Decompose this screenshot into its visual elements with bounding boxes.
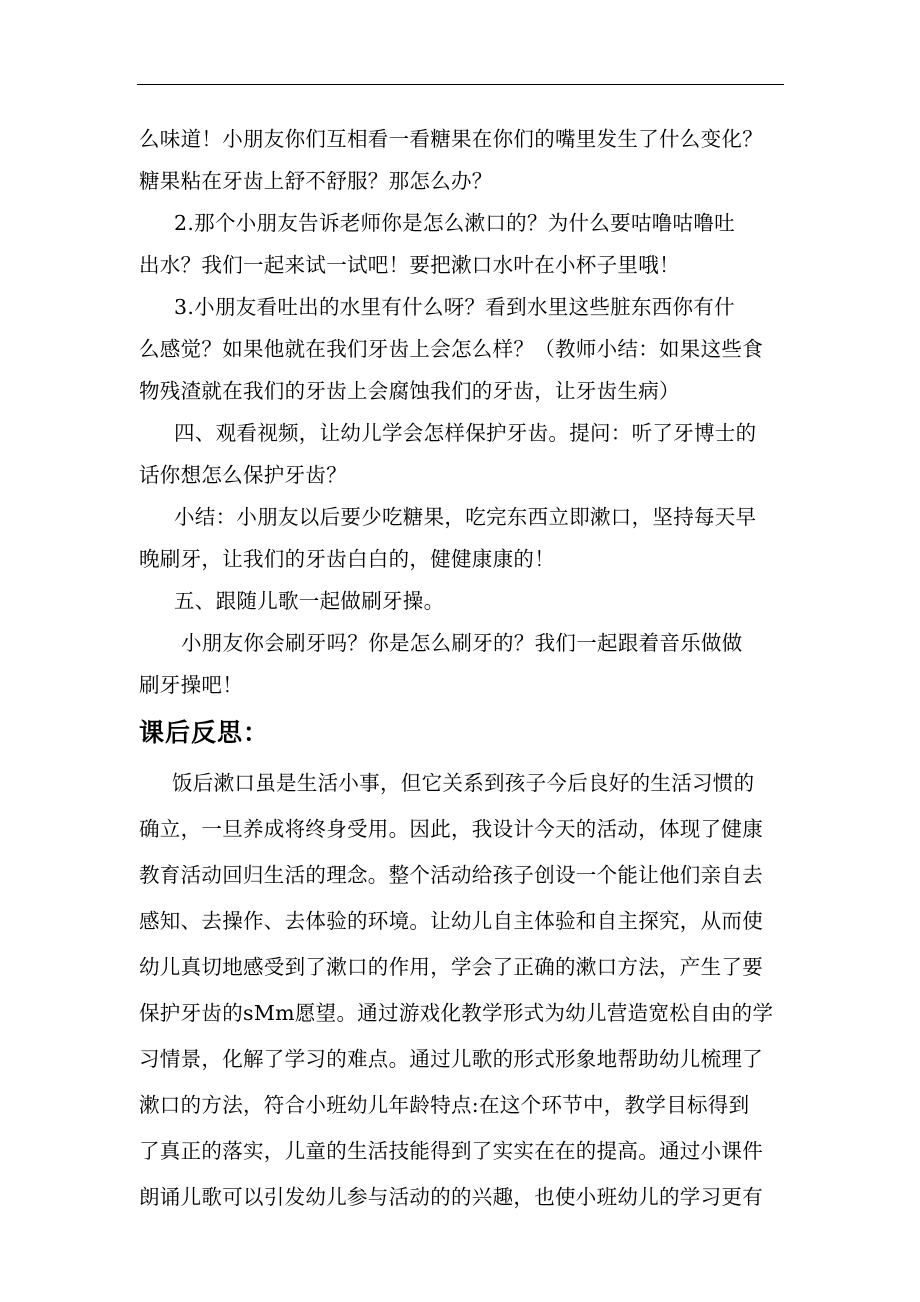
paragraph-line: 五、跟随儿歌一起做刷牙操。	[174, 589, 445, 613]
paragraph-line: 确立，一旦养成将终身受用。因此，我设计今天的活动，体现了健康	[139, 817, 763, 841]
paragraph-line: 么感觉？如果他就在我们牙齿上会怎么样？（教师小结：如果这些食	[139, 337, 763, 361]
paragraph-line: 习情景，化解了学习的难点。通过儿歌的形式形象地帮助幼儿梳理了	[139, 1047, 763, 1071]
paragraph-line: 话你想怎么保护牙齿？	[139, 463, 347, 487]
paragraph-line: 3.小朋友看吐出的水里有什么呀？看到水里这些脏东西你有什	[174, 295, 735, 319]
paragraph-line: 么味道！小朋友你们互相看一看糖果在你们的嘴里发生了什么变化？	[139, 127, 763, 151]
paragraph-line: 小朋友你会刷牙吗？你是怎么刷牙的？我们一起跟着音乐做做	[181, 631, 743, 655]
paragraph-line: 幼儿真切地感受到了漱口的作用，学会了正确的漱口方法，产生了要	[139, 955, 763, 979]
paragraph-line: 饭后漱口虽是生活小事，但它关系到孩子今后良好的生活习惯的	[172, 771, 755, 795]
paragraph-line: 保护牙齿的sMm愿望。通过游戏化教学形式为幼儿营造宽松自由的学	[139, 1001, 774, 1025]
paragraph-line: 2.那个小朋友告诉老师你是怎么漱口的？为什么要咕噜咕噜吐	[174, 211, 735, 235]
paragraph-line: 小结：小朋友以后要少吃糖果，吃完东西立即漱口，坚持每天早	[174, 505, 757, 529]
header-rule	[137, 84, 784, 85]
paragraph-line: 物残渣就在我们的牙齿上会腐蚀我们的牙齿，让牙齿生病）	[139, 379, 680, 403]
paragraph-line: 糖果粘在牙齿上舒不舒服？那怎么办？	[139, 169, 493, 193]
paragraph-line: 晚刷牙，让我们的牙齿白白的，健健康康的！	[139, 547, 555, 571]
paragraph-line: 朗诵儿歌可以引发幼儿参与活动的的兴趣，也使小班幼儿的学习更有	[139, 1185, 763, 1209]
paragraph-line: 教育活动回归生活的理念。整个活动给孩子创设一个能让他们亲自去	[139, 863, 763, 887]
paragraph-line: 感知、去操作、去体验的环境。让幼儿自主体验和自主探究，从而使	[139, 909, 763, 933]
paragraph-line: 刷牙操吧！	[139, 673, 243, 697]
reflection-heading: 课后反思：	[139, 718, 270, 747]
paragraph-line: 了真正的落实，儿童的生活技能得到了实实在在的提高。通过小课件	[139, 1139, 763, 1163]
paragraph-line: 四、观看视频，让幼儿学会怎样保护牙齿。提问：听了牙博士的	[174, 421, 757, 445]
document-body	[139, 118, 789, 1220]
paragraph-line: 漱口的方法，符合小班幼儿年龄特点:在这个环节中，教学目标得到	[139, 1093, 750, 1117]
paragraph-line: 出水？我们一起来试一试吧！要把漱口水叶在小杯子里哦！	[139, 253, 680, 277]
